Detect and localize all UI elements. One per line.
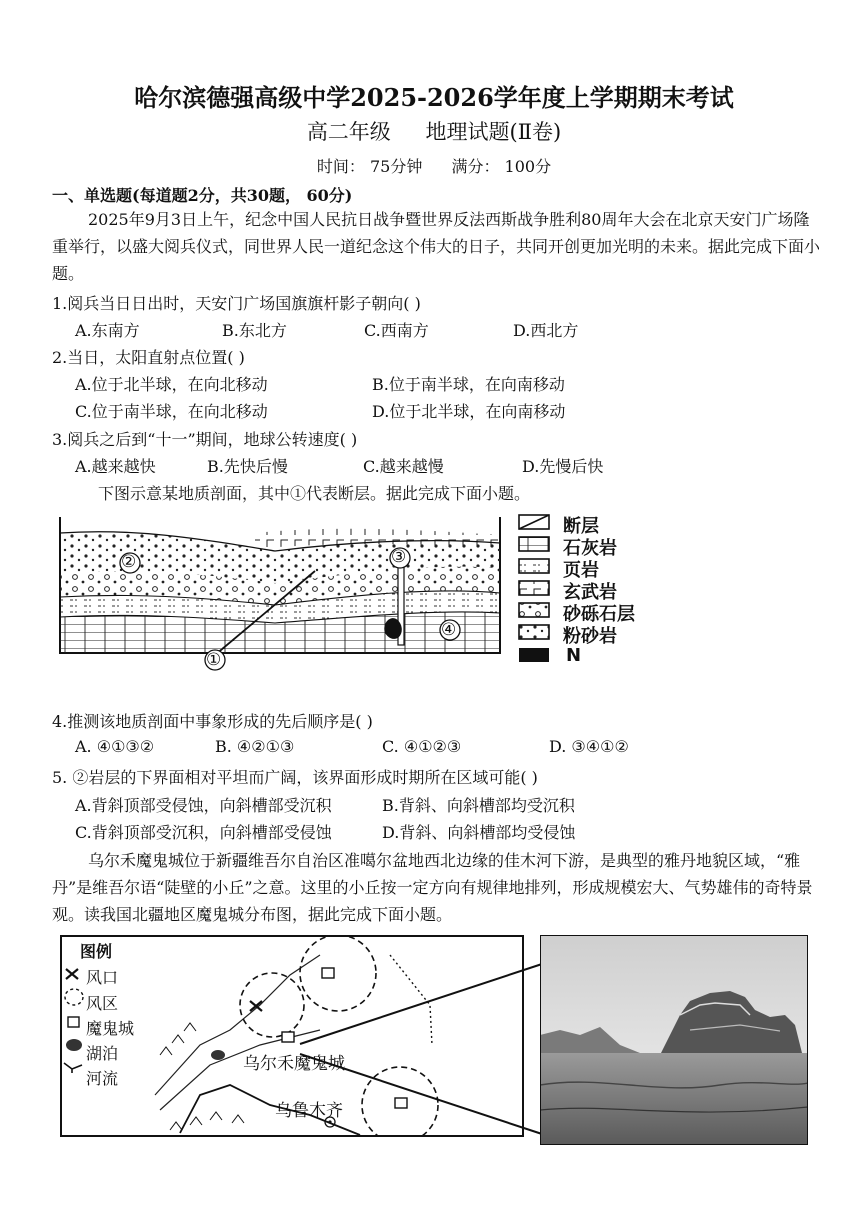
- map-legend-devil-city: 魔鬼城: [86, 1019, 135, 1038]
- q5-option-b: B.背斜、向斜槽部均受沉积: [382, 796, 575, 815]
- q3-option-d: D.先慢后快: [522, 457, 604, 476]
- q4-option-d: D. ③④①②: [549, 737, 629, 756]
- q1-option-b: B.东北方: [222, 321, 287, 340]
- q3-option-c: C.越来越慢: [363, 457, 444, 476]
- map-legend-lake: 湖泊: [86, 1044, 119, 1063]
- q5-option-c: C.背斜顶部受沉积，向斜槽部受侵蚀: [75, 823, 332, 842]
- question-1-stem: 1.阅兵当日日出时，天安门广场国旗旗杆影子朝向( ): [52, 294, 421, 313]
- q3-option-b: B.先快后慢: [207, 457, 288, 476]
- legend-n: N: [566, 645, 582, 666]
- map-place-urumqi: 乌鲁木齐: [275, 1101, 343, 1121]
- passage-2: 下图示意某地质剖面，其中①代表断层。据此完成下面小题。: [98, 484, 531, 503]
- q3-option-a: A.越来越快: [75, 457, 156, 476]
- q2-option-c: C.位于南半球，在向北移动: [75, 402, 268, 421]
- map-place-wuerhe: 乌尔禾魔鬼城: [243, 1054, 345, 1074]
- time-score-line: [0, 154, 868, 177]
- geology-legend-swatches: [518, 514, 550, 664]
- q2-option-d: D.位于北半球，在向南移动: [372, 402, 566, 421]
- q1-option-a: A.东南方: [75, 321, 140, 340]
- question-2-stem: 2.当日，太阳直射点位置( ): [52, 348, 245, 367]
- question-5-stem: 5. ②岩层的下界面相对平坦而广阔，该界面形成时期所在区域可能( ): [52, 768, 538, 787]
- geo-label-4: ④: [441, 620, 457, 640]
- map-legend-river: 河流: [86, 1069, 119, 1088]
- legend-siltstone: 粉砂岩: [563, 626, 617, 647]
- question-4-stem: 4.推测该地质剖面中事象形成的先后顺序是( ): [52, 712, 373, 731]
- map-photo-connector: [280, 960, 550, 1140]
- q1-option-d: D.西北方: [513, 321, 579, 340]
- question-3-stem: 3.阅兵之后到“十一”期间，地球公转速度( ): [52, 430, 358, 449]
- q5-option-d: D.背斜、向斜槽部均受侵蚀: [382, 823, 576, 842]
- legend-gravel: 砂砾石层: [563, 604, 635, 625]
- legend-shale: 页岩: [563, 560, 599, 581]
- grade-label: 高二年级: [306, 120, 391, 144]
- q4-option-b: B. ④②①③: [215, 737, 295, 756]
- section-heading: 一、单选题(每道题2分，共30题， 60分): [52, 186, 353, 205]
- q2-option-a: A.位于北半球，在向北移动: [75, 375, 268, 394]
- map-legend-wind-gap: 风口: [86, 968, 119, 987]
- q4-option-c: C. ④①②③: [382, 737, 462, 756]
- yardang-landform-photo: [540, 935, 808, 1145]
- legend-basalt: 玄武岩: [563, 582, 617, 603]
- geo-label-2: ②: [121, 552, 137, 572]
- passage-1: 2025年9月3日上午，纪念中国人民抗日战争暨世界反法西斯战争胜利80周年大会在北京天安门广场隆重举行，以盛大阅兵仪式，同世界人民一道纪念这个伟大的日子，共同开创更加光明的未来。据此完成下面小题。: [52, 210, 821, 283]
- exam-subtitle: [0, 116, 868, 146]
- legend-fault: 断层: [563, 516, 599, 537]
- time-label: 时间： 75分钟: [316, 157, 423, 176]
- q1-option-c: C.西南方: [364, 321, 429, 340]
- score-label: 满分： 100分: [451, 157, 552, 176]
- exam-title: 哈尔滨德强高级中学2025-2026学年度上学期期末考试: [134, 83, 734, 112]
- geo-label-1: ①: [206, 650, 222, 670]
- q2-option-b: B.位于南半球，在向南移动: [372, 375, 565, 394]
- geology-cross-section: [55, 513, 505, 673]
- legend-limestone: 石灰岩: [563, 538, 617, 559]
- map-legend-title: 图例: [80, 942, 113, 961]
- subject-label: 地理试题(Ⅱ卷): [425, 120, 562, 144]
- passage-3: 乌尔禾魔鬼城位于新疆维吾尔自治区准噶尔盆地西北边缘的佳木河下游，是典型的雅丹地貌区域，“雅丹”是维吾尔语“陡壁的小丘”之意。这里的小丘按一定方向有规律地排列，形成规模宏大、气势雄伟的奇特景观。读我国北疆地区魔鬼城分布图，据此完成下面小题。: [52, 851, 813, 924]
- geo-label-3: ③: [391, 547, 407, 567]
- q5-option-a: A.背斜顶部受侵蚀，向斜槽部受沉积: [75, 796, 332, 815]
- map-legend-wind-zone: 风区: [86, 994, 119, 1013]
- q4-option-a: A. ④①③②: [75, 737, 155, 756]
